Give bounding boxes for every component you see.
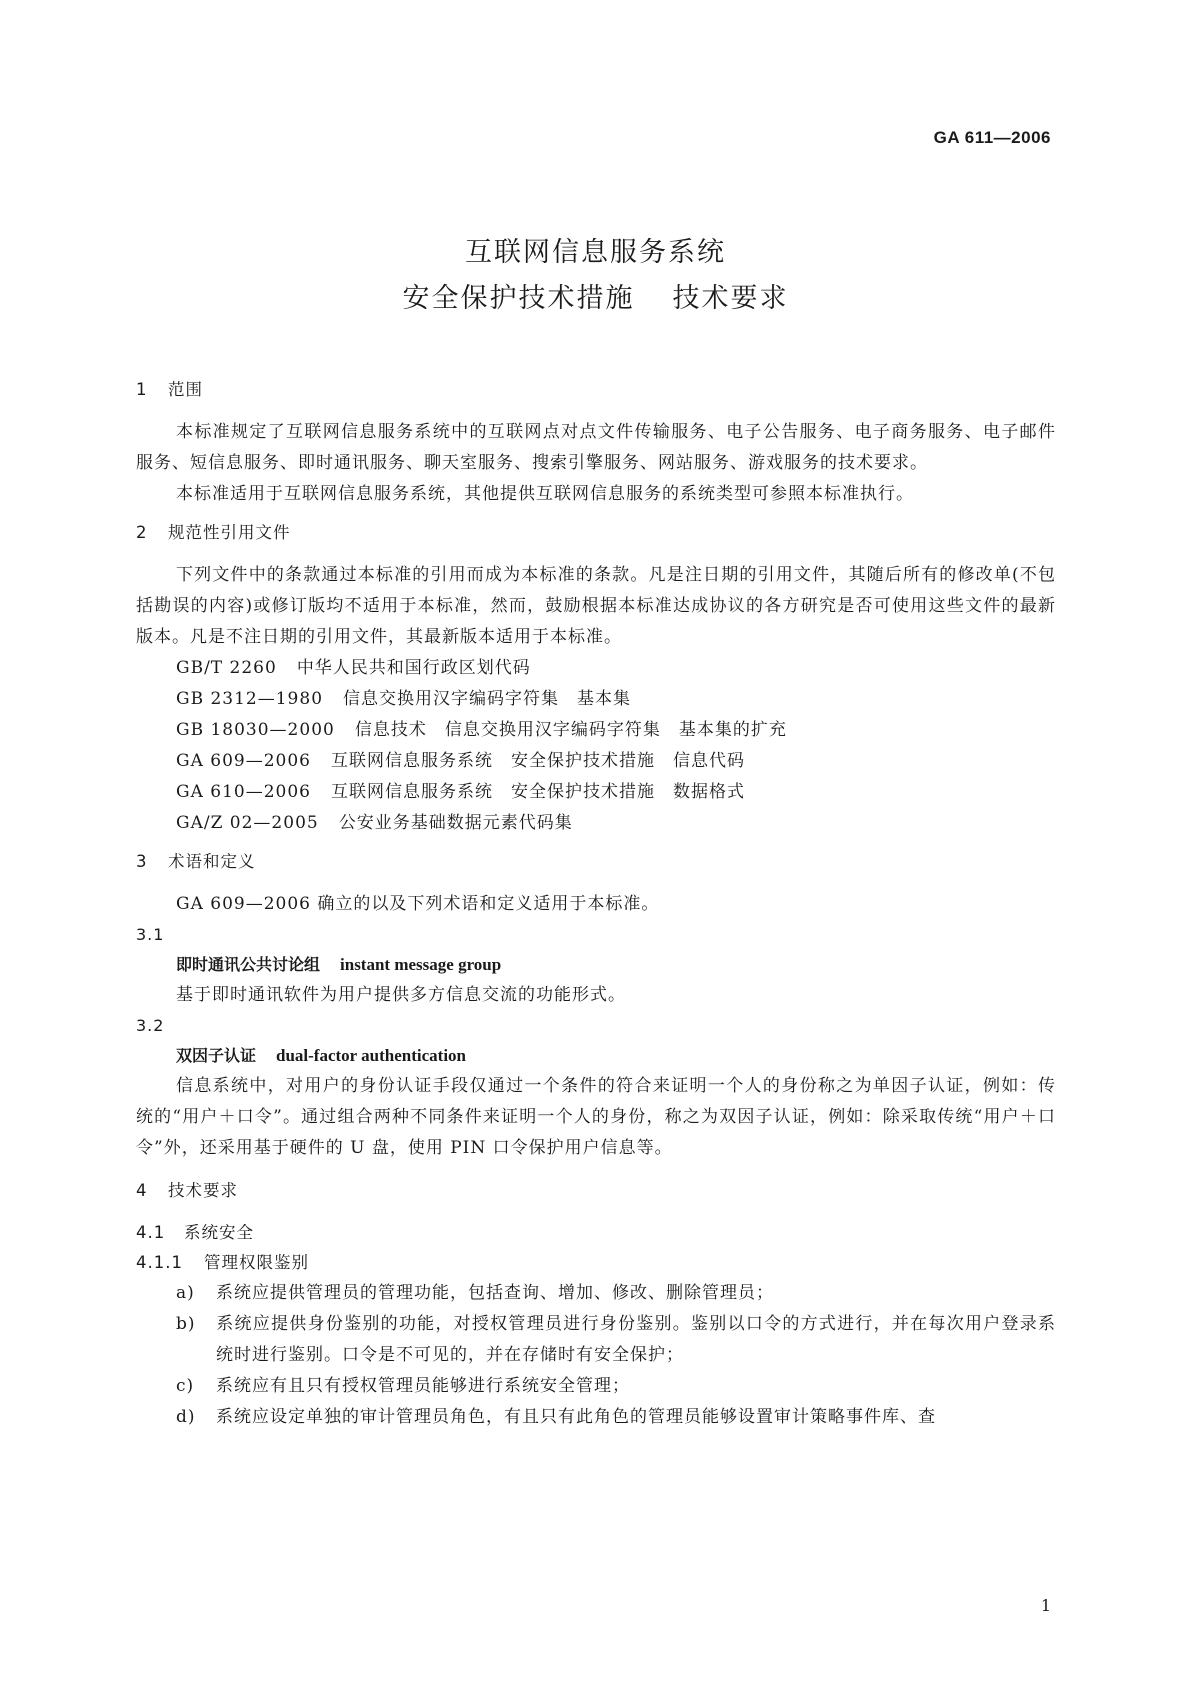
reference-title: 互联网信息服务系统 安全保护技术措施 信息代码 <box>330 751 745 771</box>
list-item-label: a) <box>176 1283 195 1303</box>
term-name-zh: 即时通讯公共讨论组 <box>176 955 321 974</box>
section-title: 范围 <box>168 380 203 399</box>
section-title: 规范性引用文件 <box>168 523 291 542</box>
list-item <box>136 1309 1056 1371</box>
reference-item <box>136 653 1056 684</box>
list-item-text: 系统应设定单独的审计管理员角色，有且只有此角色的管理员能够设置审计策略事件库、查 <box>216 1407 936 1427</box>
reference-code: GA/Z 02—2005 <box>176 813 319 833</box>
section-number: 2 <box>136 523 148 542</box>
subsection-number: 4.1.1 <box>136 1253 183 1272</box>
paragraph: GA 609—2006 确立的以及下列术语和定义适用于本标准。 <box>176 894 660 914</box>
term-name-en: dual-factor authentication <box>276 1046 467 1065</box>
subsection-heading <box>136 1248 1056 1278</box>
list-item-text: 系统应有且只有授权管理员能够进行系统安全管理； <box>216 1376 630 1396</box>
term-number: 3.1 <box>136 925 165 944</box>
section-number: 1 <box>136 380 148 399</box>
reference-item <box>136 808 1056 839</box>
title-line-2-part-a: 安全保护技术措施 <box>402 283 635 314</box>
reference-code: GB/T 2260 <box>176 658 277 678</box>
reference-code: GB 18030—2000 <box>176 720 335 740</box>
section-heading <box>136 847 1056 877</box>
title-line-1: 互联网信息服务系统 <box>465 237 726 268</box>
term-number: 3.2 <box>136 1016 165 1035</box>
reference-code: GA 609—2006 <box>176 751 311 771</box>
paragraph: 本标准适用于互联网信息服务系统，其他提供互联网信息服务的系统类型可参照本标准执行。 <box>176 484 914 504</box>
reference-title: 公安业务基础数据元素代码集 <box>338 813 573 833</box>
section-number: 3 <box>136 852 148 871</box>
reference-title: 信息技术 信息交换用汉字编码字符集 基本集的扩充 <box>354 720 787 740</box>
section-heading <box>136 518 1056 548</box>
list-item <box>136 1278 1056 1309</box>
section-number: 4 <box>136 1181 148 1200</box>
reference-item <box>136 684 1056 715</box>
section-heading <box>136 375 1056 405</box>
list-item-label: b) <box>176 1314 196 1334</box>
reference-title: 互联网信息服务系统 安全保护技术措施 数据格式 <box>330 782 745 802</box>
list-item <box>136 1371 1056 1402</box>
subsection-heading <box>136 1218 1056 1248</box>
section-title: 术语和定义 <box>168 852 256 871</box>
reference-title: 信息交换用汉字编码字符集 基本集 <box>343 689 632 709</box>
reference-item <box>136 777 1056 808</box>
list-item-text: 系统应提供管理员的管理功能，包括查询、增加、修改、删除管理员； <box>216 1283 774 1303</box>
title-line-2 <box>0 276 1191 315</box>
term-definition: 基于即时通讯软件为用户提供多方信息交流的功能形式。 <box>176 985 626 1005</box>
list-item-label: d) <box>176 1407 196 1427</box>
subsection-number: 4.1 <box>136 1223 166 1242</box>
title-line-2-part-b: 技术要求 <box>672 283 789 314</box>
list-item <box>136 1402 1056 1433</box>
reference-title: 中华人民共和国行政区划代码 <box>296 658 531 678</box>
term-definition: 信息系统中，对用户的身份认证手段仅通过一个条件的符合来证明一个人的身份称之为单因子认证，例如：传统的“用户＋口令”。通过组合两种不同条件来证明一个人的身份，称之为双因子认证，例如：除采取传统“用户＋口令”外，还采用基于硬件的 U 盘，使用 PIN 口令保护用户信息等。 <box>136 1076 1056 1158</box>
paragraph: 本标准规定了互联网信息服务系统中的互联网点对点文件传输服务、电子公告服务、电子商务服务、电子邮件服务、短信息服务、即时通讯服务、聊天室服务、搜索引擎服务、网站服务、游戏服务的技术要求。 <box>136 422 1056 473</box>
reference-code: GB 2312—1980 <box>176 689 324 709</box>
paragraph: 下列文件中的条款通过本标准的引用而成为本标准的条款。凡是注日期的引用文件，其随后所有的修改单(不包括勘误的内容)或修订版均不适用于本标准，然而，鼓励根据本标准达成协议的各方研究是否可使用这些文件的最新版本。凡是不注日期的引用文件，其最新版本适用于本标准。 <box>136 565 1056 647</box>
document-body <box>136 375 1056 1433</box>
section-title: 技术要求 <box>168 1181 238 1200</box>
term-name-en: instant message group <box>340 955 502 974</box>
reference-item <box>136 746 1056 777</box>
reference-code: GA 610—2006 <box>176 782 311 802</box>
standard-code: GA 611—2006 <box>933 128 1051 147</box>
list-item-label: c) <box>176 1376 195 1396</box>
reference-item <box>136 715 1056 746</box>
section-heading <box>136 1176 1056 1206</box>
page-number: 1 <box>1040 1596 1051 1615</box>
subsection-title: 系统安全 <box>184 1223 254 1242</box>
term-name <box>136 1041 1056 1071</box>
list-item-text: 系统应提供身份鉴别的功能，对授权管理员进行身份鉴别。鉴别以口令的方式进行，并在每次用户登录系统时进行鉴别。口令是不可见的，并在存储时有安全保护； <box>216 1314 1056 1365</box>
subsection-title: 管理权限鉴别 <box>204 1253 309 1272</box>
term-name <box>136 950 1056 980</box>
term-name-zh: 双因子认证 <box>176 1046 257 1065</box>
